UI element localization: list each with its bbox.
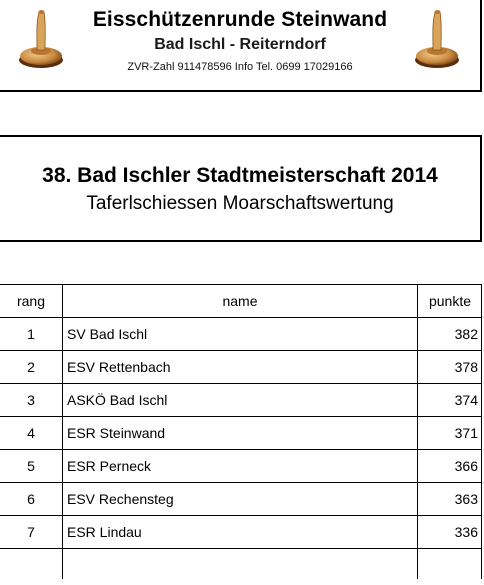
curling-stock-icon [18,6,64,70]
cell-empty [0,549,63,579]
cell-punkte: 378 [418,351,482,384]
table-row [0,351,482,384]
results-table [0,284,482,579]
cell-name: ESV Rechensteg [63,483,418,516]
club-location: Bad Ischl - Reiterndorf [154,36,326,53]
table-row-empty [0,549,482,579]
cell-empty [418,549,482,579]
cell-name: ESR Perneck [63,450,418,483]
cell-punkte: 371 [418,417,482,450]
cell-name: ESV Rettenbach [63,351,418,384]
table-row [0,384,482,417]
cell-rang: 1 [0,318,63,351]
cell-rang: 4 [0,417,63,450]
page-subtitle: Taferlschiessen Moarschaftswertung [86,193,394,214]
cell-punkte: 374 [418,384,482,417]
cell-rang: 2 [0,351,63,384]
cell-name: ESR Lindau [63,516,418,549]
table-header-row [0,285,482,318]
table-row [0,483,482,516]
title-box [0,135,482,242]
club-name: Eisschützenrunde Steinwand [92,8,388,31]
cell-name: ESR Steinwand [63,417,418,450]
cell-empty [63,549,418,579]
cell-name: SV Bad Ischl [63,318,418,351]
curling-stock-icon [414,6,460,70]
table-row [0,417,482,450]
column-header-punkte: punkte [418,285,482,318]
cell-name: ASKÖ Bad Ischl [63,384,418,417]
cell-punkte: 363 [418,483,482,516]
table-row [0,516,482,549]
club-info: ZVR-Zahl 911478596 Info Tel. 0699 17029166 [127,61,353,73]
club-header [0,0,482,92]
page-title: 38. Bad Ischler Stadtmeisterschaft 2014 [42,164,438,187]
table-row [0,450,482,483]
column-header-rang: rang [0,285,63,318]
column-header-name: name [63,285,418,318]
cell-rang: 5 [0,450,63,483]
table-row [0,318,482,351]
cell-rang: 7 [0,516,63,549]
cell-rang: 6 [0,483,63,516]
cell-rang: 3 [0,384,63,417]
cell-punkte: 336 [418,516,482,549]
cell-punkte: 366 [418,450,482,483]
cell-punkte: 382 [418,318,482,351]
